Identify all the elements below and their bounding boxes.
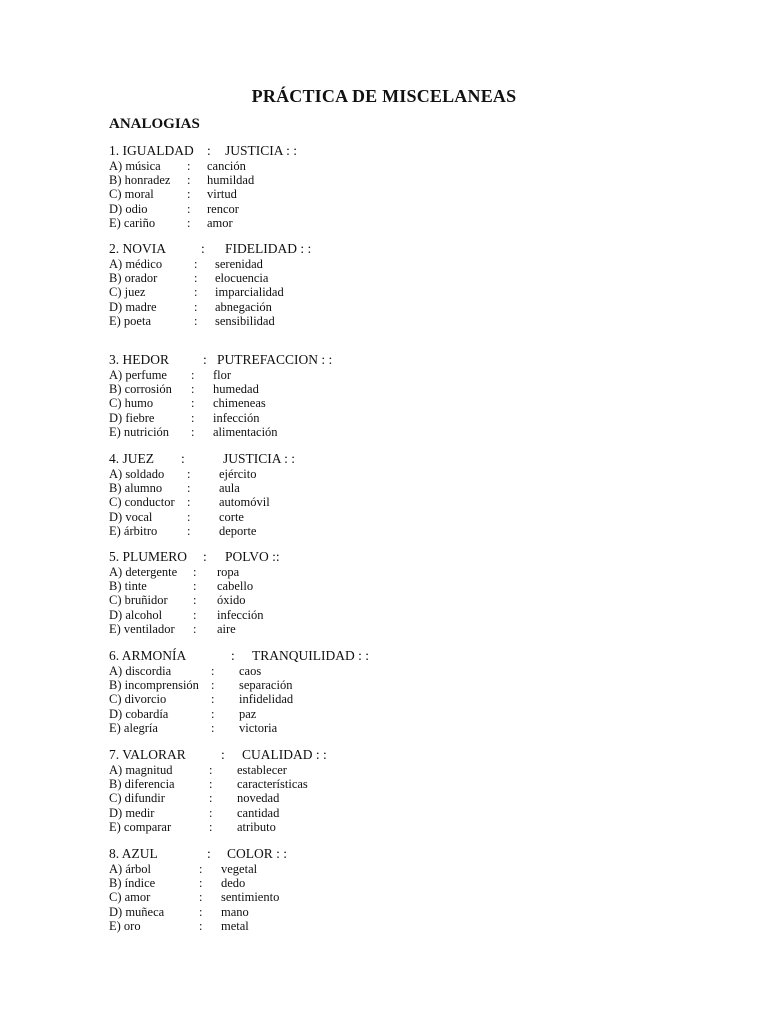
option-label: A) perfume [109,368,167,382]
question-relation: COLOR : : [227,846,288,861]
option-pair: abnegación [215,299,272,314]
option-label: B) corrosión [109,382,172,397]
separator-colon: : [187,467,191,481]
option-pair: metal [221,918,249,933]
option-label: D) fiebre [109,410,155,425]
option-label: B) alumno [109,481,163,496]
question-term: 6. ARMONÍA [109,648,187,663]
option-label: E) poeta [109,313,151,328]
option-label: A) soldado [109,467,165,481]
question-term: 3. HEDOR [109,352,169,367]
separator-colon: : [187,509,191,524]
separator-colon: : [193,593,197,608]
option-pair: serenidad [215,257,263,271]
question-relation: POLVO :: [225,549,280,564]
separator-colon: : [199,876,203,891]
separator-colon: : [194,299,198,314]
option-pair: dedo [221,876,246,891]
separator-colon: : [207,846,211,861]
option-label: D) odio [109,201,148,216]
question-term: 7. VALORAR [109,747,186,762]
option-pair: cabello [217,579,254,594]
option-label: E) nutrición [109,424,170,439]
option-label: B) tinte [109,579,147,594]
option-pair: sensibilidad [215,313,275,328]
option-label: E) alegría [109,720,158,735]
option-label: A) discordia [109,664,172,678]
option-pair: alimentación [213,424,278,439]
separator-colon: : [187,159,191,173]
separator-colon: : [191,410,195,425]
option-pair: aula [219,481,240,496]
separator-colon: : [221,747,225,762]
option-label: A) música [109,159,161,173]
question-relation: JUSTICIA : : [223,451,296,466]
option-pair: mano [221,904,249,919]
option-label: B) honradez [109,173,171,188]
question-relation: FIDELIDAD : : [225,241,312,256]
option-pair: atributo [237,819,276,834]
option-label: E) cariño [109,215,156,230]
option-label: D) cobardía [109,706,169,721]
question-relation: CUALIDAD : : [242,747,327,762]
option-pair: humedad [213,382,259,397]
separator-colon: : [187,481,191,496]
separator-colon: : [211,678,215,693]
option-pair: canción [207,159,246,173]
separator-colon: : [211,664,215,678]
option-label: A) detergente [109,565,178,579]
page-title: PRÁCTICA DE MISCELANEAS [251,86,517,106]
separator-colon: : [187,173,191,188]
separator-colon: : [201,241,205,256]
separator-colon: : [211,706,215,721]
separator-colon: : [207,143,211,158]
separator-colon: : [187,495,191,510]
option-pair: novedad [237,791,280,806]
option-label: C) divorcio [109,692,167,707]
separator-colon: : [181,451,185,466]
option-pair: rencor [207,201,239,216]
separator-colon: : [191,368,195,382]
option-label: E) ventilador [109,621,175,636]
option-label: C) bruñidor [109,593,168,608]
option-label: C) difundir [109,791,165,806]
option-label: D) medir [109,805,155,820]
separator-colon: : [187,215,191,230]
question-relation: TRANQUILIDAD : : [252,648,369,663]
separator-colon: : [193,621,197,636]
separator-colon: : [194,285,198,300]
option-pair: victoria [239,720,278,735]
option-pair: amor [207,215,233,230]
option-pair: paz [239,706,257,721]
option-pair: características [237,777,308,792]
question-relation: JUSTICIA : : [225,143,298,158]
option-pair: flor [213,368,232,382]
separator-colon: : [193,565,197,579]
separator-colon: : [187,523,191,538]
option-pair: infidelidad [239,692,294,707]
option-label: C) conductor [109,495,175,510]
option-label: A) médico [109,257,163,271]
question-term: 4. JUEZ [109,451,154,466]
option-pair: deporte [219,523,257,538]
separator-colon: : [191,424,195,439]
separator-colon: : [199,890,203,905]
separator-colon: : [187,201,191,216]
separator-colon: : [209,763,213,777]
option-label: B) orador [109,271,158,286]
option-label: D) vocal [109,509,153,524]
separator-colon: : [199,918,203,933]
question-term: 2. NOVIA [109,241,166,256]
option-pair: ropa [217,565,240,579]
section-heading: ANALOGIAS [109,116,200,132]
option-pair: chimeneas [213,396,266,411]
option-pair: automóvil [219,495,270,510]
option-label: D) alcohol [109,607,163,622]
option-pair: sentimiento [221,890,280,905]
option-label: B) índice [109,876,156,891]
separator-colon: : [203,352,207,367]
option-pair: infección [217,607,264,622]
separator-colon: : [194,313,198,328]
separator-colon: : [191,382,195,397]
option-pair: infección [213,410,260,425]
separator-colon: : [194,271,198,286]
option-label: B) diferencia [109,777,175,792]
option-pair: aire [217,621,236,636]
option-label: D) muñeca [109,904,165,919]
option-pair: ejército [219,467,257,481]
separator-colon: : [191,396,195,411]
separator-colon: : [193,579,197,594]
option-label: E) árbitro [109,523,158,538]
separator-colon: : [209,791,213,806]
option-pair: óxido [217,593,246,608]
option-pair: vegetal [221,862,258,876]
separator-colon: : [231,648,235,663]
separator-colon: : [211,692,215,707]
separator-colon: : [187,187,191,202]
separator-colon: : [209,819,213,834]
option-pair: corte [219,509,244,524]
option-pair: virtud [207,187,237,202]
separator-colon: : [209,805,213,820]
option-label: C) amor [109,890,151,905]
question-term: 5. PLUMERO [109,549,188,564]
question-term: 8. AZUL [109,846,158,861]
option-pair: establecer [237,763,287,777]
option-pair: separación [239,678,293,693]
option-label: C) moral [109,187,154,202]
option-pair: caos [239,664,262,678]
option-label: C) juez [109,285,146,300]
option-label: D) madre [109,299,157,314]
separator-colon: : [211,720,215,735]
option-label: A) árbol [109,862,151,876]
question-term: 1. IGUALDAD [109,143,194,158]
option-pair: cantidad [237,805,280,820]
option-label: B) incomprensión [109,678,199,693]
separator-colon: : [209,777,213,792]
option-label: C) humo [109,396,154,411]
option-label: E) comparar [109,819,172,834]
option-label: E) oro [109,918,141,933]
option-label: A) magnitud [109,763,173,777]
option-pair: imparcialidad [215,285,284,300]
option-pair: humildad [207,173,255,188]
separator-colon: : [203,549,207,564]
separator-colon: : [199,862,203,876]
separator-colon: : [194,257,198,271]
option-pair: elocuencia [215,271,269,286]
separator-colon: : [199,904,203,919]
separator-colon: : [193,607,197,622]
question-relation: PUTREFACCION : : [217,352,333,367]
